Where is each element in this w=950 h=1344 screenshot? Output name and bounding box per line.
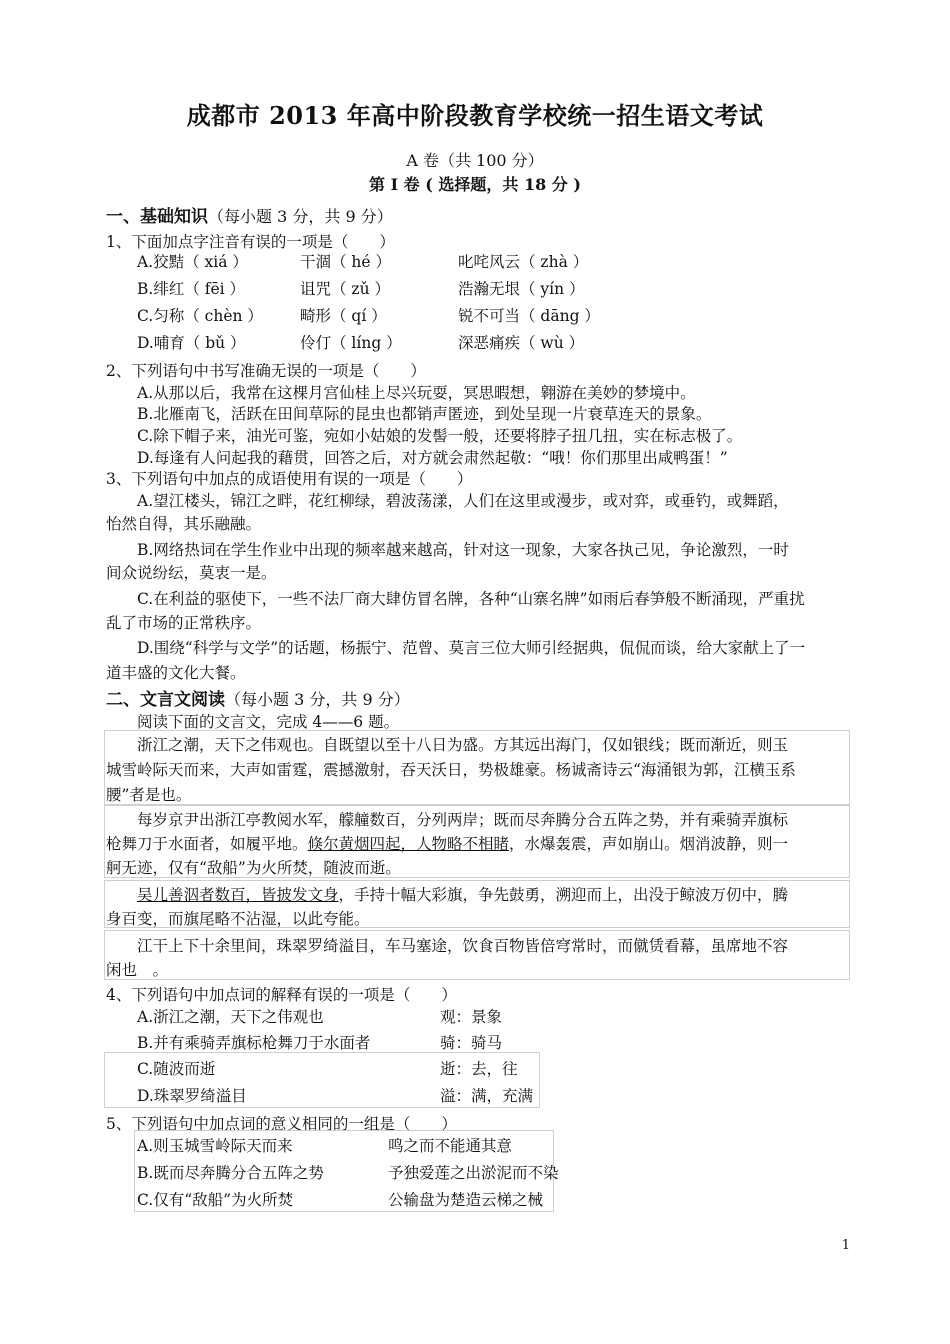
- q1-option-a1: A.狡黠（ xiá ）: [137, 253, 248, 271]
- q3-option-d-line2: 道丰盛的文化大餐。: [106, 664, 246, 682]
- passage-p2-line2-end: ，水爆轰震，声如崩山。烟消波静，则一: [509, 835, 789, 853]
- q1-option-b2: 诅咒（ zǔ ）: [300, 280, 391, 298]
- passage-p4-line1: 江干上下十余里间，珠翠罗绮溢目，车马塞途，饮食百物皆倍穹常时，而僦赁看幕，虽席地不容: [137, 937, 789, 955]
- question-4-stem: 4、下列语句中加点词的解释有误的一项是（ ）: [106, 986, 457, 1004]
- q4-option-b-gloss: 骑：骑马: [440, 1034, 503, 1052]
- q1-option-d3: 深恶痛疾（ wù ）: [458, 334, 585, 352]
- q1-option-c2: 畸形（ qí ）: [300, 307, 387, 325]
- q1-option-c3: 锐不可当（ dāng ）: [458, 307, 600, 325]
- q5-option-c: C.仅有“敌船”为火所焚: [137, 1191, 294, 1209]
- passage-p4-line2: 闲也 。: [106, 961, 169, 979]
- section-note: （每小题 3 分，共 9 分）: [225, 690, 410, 709]
- q4-option-d-gloss: 溢：满，充满: [440, 1087, 534, 1105]
- passage-p1-line3: 腰”者是也。: [106, 786, 192, 804]
- q5-option-a-compare: 鸣之而不能通其意: [388, 1137, 513, 1155]
- section-basic-knowledge: [106, 202, 393, 227]
- passage-p2-line1: 每岁京尹出浙江亭教阅水军，艨艟数百，分列两岸；既而尽奔腾分合五阵之势，并有乘骑弄旗标: [137, 811, 789, 829]
- q5-option-b-compare: 予独爱莲之出淤泥而不染: [388, 1164, 559, 1182]
- q2-option-b: B.北雁南飞，活跃在田间草际的昆虫也都销声匿迹，到处呈现一片衰草连天的景象。: [137, 405, 712, 423]
- q3-option-a-line1: A.望江楼头，锦江之畔，花红柳绿，碧波荡漾，人们在这里或漫步，或对弈，或垂钓，或舞蹈，: [137, 492, 789, 510]
- q1-option-b3: 浩瀚无垠（ yín ）: [458, 280, 585, 298]
- question-5-stem: 5、下列语句中加点词的意义相同的一组是（ ）: [106, 1115, 457, 1133]
- passage-p2-line3: 舸无迹，仅有“敌船”为火所焚，随波而逝。: [106, 859, 401, 877]
- q4-option-c-gloss: 逝：去，往: [440, 1060, 518, 1078]
- q3-option-b-line1: B.网络热词在学生作业中出现的频率越来越高，针对这一现象，大家各执己见，争论激烈，一时: [137, 541, 789, 559]
- q5-option-c-compare: 公输盘为楚造云梯之械: [388, 1191, 544, 1209]
- q2-option-d: D.每逢有人问起我的藉贯，回答之后，对方就会肃然起敬：“哦！你们那里出咸鸭蛋！”: [137, 449, 728, 467]
- q1-option-c1: C.匀称（ chèn ）: [137, 307, 263, 325]
- q1-option-a3: 叱咤风云（ zhà ）: [458, 253, 589, 271]
- underlined-sentence-2: 吴儿善泅者数百，皆披发文身: [137, 886, 339, 904]
- passage-p1-line2: 城雪岭际天而来，大声如雷霆，震撼激射，吞天沃日，势极雄豪。杨诚斋诗云“海涌银为郭，江横玉系: [106, 761, 796, 779]
- q4-option-c: C.随波而逝: [137, 1060, 216, 1078]
- section-classical-reading: [106, 685, 410, 710]
- q2-option-c: C.除下帽子来，油光可鉴，宛如小姑娘的发髻一般，还要将脖子扭几扭，实在标志极了。: [137, 427, 743, 445]
- q1-option-d1: D.哺育（ bǔ ）: [137, 334, 246, 352]
- q3-option-a-line2: 怡然自得，其乐融融。: [106, 515, 262, 533]
- q3-option-d-line1: D.围绕“科学与文学”的话题，杨振宁、范曾、莫言三位大师引经据典，侃侃而谈，给大家献上了一: [137, 639, 806, 657]
- passage-p2-line2-start: 枪舞刀于水面者，如履平地。: [106, 835, 308, 853]
- passage-p3-line2: 身百变，而旗尾略不沾湿，以此夸能。: [106, 910, 370, 928]
- page-title: 成都市 2013 年高中阶段教育学校统一招生语文考试: [186, 101, 764, 130]
- underlined-sentence-1: 倏尔黄烟四起，人物略不相睹: [307, 835, 510, 853]
- q1-option-a2: 干涸（ hé ）: [300, 253, 392, 271]
- reading-instruction: 阅读下面的文言文，完成 4——6 题。: [137, 713, 400, 731]
- q4-option-d: D.珠翠罗绮溢目: [137, 1087, 247, 1105]
- question-3-stem: 3、下列语句中加点的成语使用有误的一项是（ ）: [106, 470, 473, 488]
- q5-option-b: B.既而尽奔腾分合五阵之势: [137, 1164, 324, 1182]
- q4-option-b: B.并有乘骑弄旗标枪舞刀于水面者: [137, 1034, 371, 1052]
- passage-p2-line2: [106, 832, 788, 854]
- q4-option-a: A.浙江之潮，天下之伟观也: [137, 1008, 324, 1026]
- q1-option-b1: B.绯红（ fēi ）: [137, 280, 246, 298]
- section-heading: 二、文言文阅读: [106, 690, 225, 710]
- q2-option-a: A.从那以后，我常在这棵月宫仙桂上尽兴玩耍，冥思暇想，翱游在美妙的梦境中。: [137, 384, 696, 402]
- passage-p3-line1: [137, 883, 788, 905]
- question-1-stem: 1、下面加点字注音有误的一项是（ ）: [106, 233, 395, 251]
- q3-option-b-line2: 间众说纷纭，莫衷一是。: [106, 564, 277, 582]
- q4-option-a-gloss: 观：景象: [440, 1008, 503, 1026]
- paper-a-heading: A 卷（共 100 分）: [406, 151, 544, 170]
- q5-option-a: A.则玉城雪岭际天而来: [137, 1137, 293, 1155]
- q3-option-c-line2: 乱了市场的正常秩序。: [106, 614, 262, 632]
- page-number: 1: [841, 1238, 850, 1253]
- section-heading: 一、基础知识: [106, 207, 208, 227]
- passage-p1-line1: 浙江之潮，天下之伟观也。自既望以至十八日为盛。方其远出海门，仅如银线；既而渐近，则玉: [137, 736, 789, 754]
- q1-option-d2: 伶仃（ líng ）: [300, 334, 402, 352]
- question-2-stem: 2、下列语句中书写准确无误的一项是（ ）: [106, 362, 426, 380]
- section-note: （每小题 3 分，共 9 分）: [208, 207, 393, 226]
- q3-option-c-line1: C.在利益的驱使下，一些不法厂商大肆仿冒名牌，各种“山寨名牌”如雨后春笋般不断涌现，严重扰: [137, 590, 805, 608]
- passage-p3-line1-end: ，手持十幅大彩旗，争先鼓勇，溯迎而上，出没于鲸波万仞中，腾: [338, 886, 789, 904]
- part-one-heading: 第 I 卷 ( 选择题，共 18 分 ): [369, 175, 581, 194]
